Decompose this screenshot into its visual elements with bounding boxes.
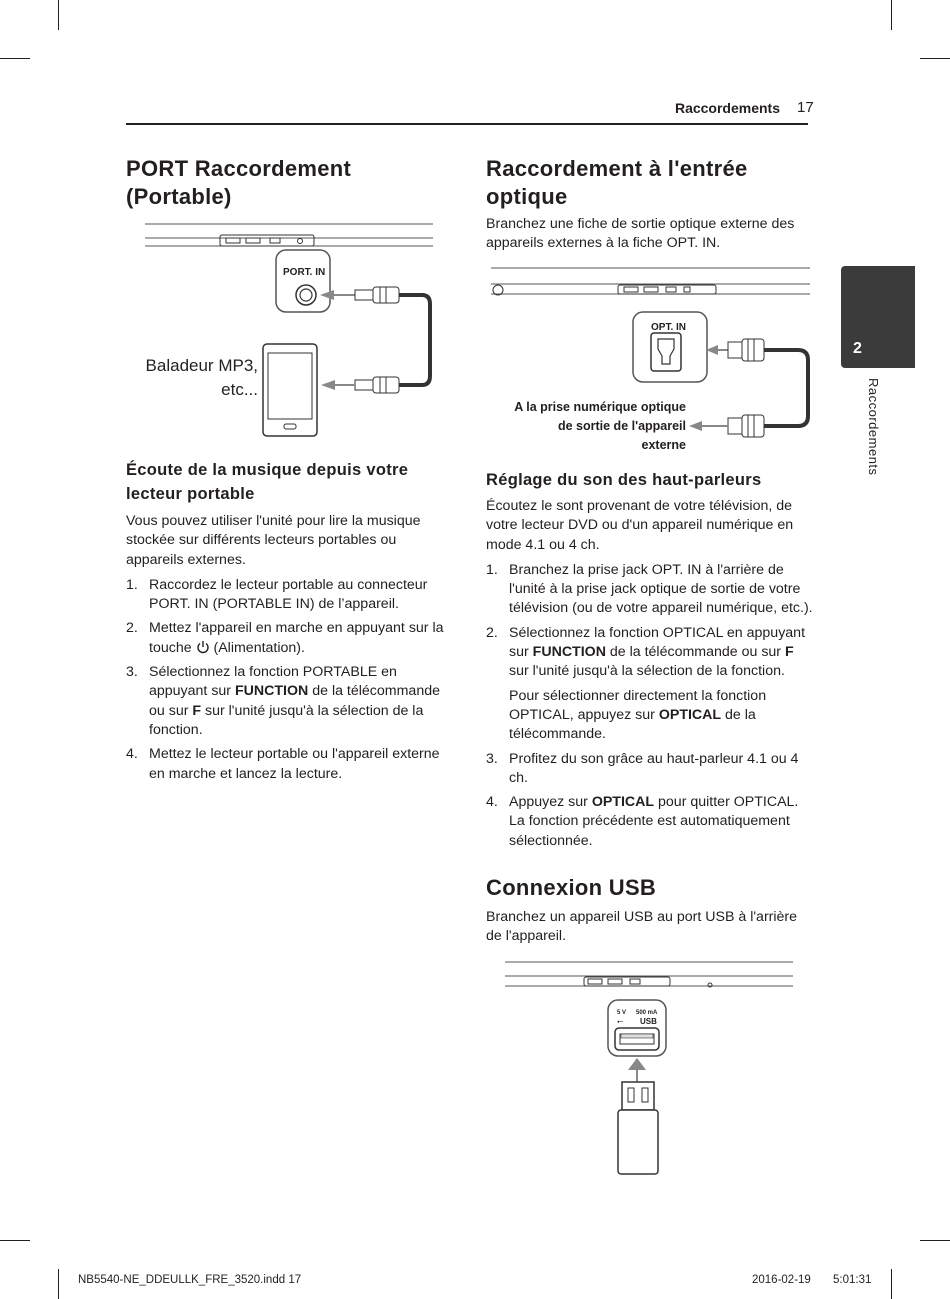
usb-diagram bbox=[500, 958, 800, 1178]
subsection-title: Écoute de la musique depuis votre lecteur portable bbox=[126, 461, 409, 503]
list-item: 1. Branchez la prise jack OPT. IN à l'arrière de l'unité à la prise jack optique de sortie de votre télévision (ou de votre appareil numérique, etc.). bbox=[486, 561, 813, 617]
steps-list bbox=[486, 561, 816, 682]
section-title: Raccordement à l'entrée optique bbox=[486, 156, 748, 209]
optical-source-label: A la prise numérique optique de sortie de l'appareil externe bbox=[514, 400, 686, 452]
page-number: 17 bbox=[797, 99, 814, 116]
crop-mark bbox=[0, 58, 30, 59]
header-section: Raccordements bbox=[674, 100, 780, 116]
steps-list bbox=[126, 576, 456, 784]
footer-date: 2016-02-19 bbox=[752, 1274, 811, 1286]
list-item: 2. Mettez l'appareil en marche en appuyant sur la touche (Alimentation). bbox=[126, 620, 444, 656]
intro-paragraph: Vous pouvez utiliser l'unité pour lire la musique stockée sur différents lecteurs portables ou appareils externes. bbox=[126, 513, 421, 568]
section-title: PORT Raccordement (Portable) bbox=[126, 156, 352, 209]
header-rule bbox=[126, 123, 808, 125]
crop-mark bbox=[891, 1269, 892, 1299]
list-item: 3. Sélectionnez la fonction PORTABLE en appuyant sur FUNCTION de la télécommande ou sur F sur l'unité jusqu'à la sélection de la fonction. bbox=[126, 664, 440, 738]
intro-paragraph: Branchez une fiche de sortie optique externe des appareils externes à la fiche OPT. IN. bbox=[486, 216, 795, 252]
usb-voltage: 5 V bbox=[617, 1010, 627, 1016]
list-item: 4. Appuyez sur OPTICAL pour quitter OPTICAL. La fonction précédente est automatiquement sélectionnée. bbox=[486, 794, 799, 849]
chapter-number: 2 bbox=[853, 340, 862, 357]
list-item: 4. Mettez le lecteur portable ou l'appareil externe en marche et lancez la lecture. bbox=[126, 746, 440, 782]
chapter-label: Raccordements bbox=[866, 378, 881, 476]
list-item: 3. Profitez du son grâce au haut-parleur 4.1 ou 4 ch. bbox=[486, 750, 799, 786]
usb-label: USB bbox=[640, 1017, 657, 1026]
port-in-diagram bbox=[140, 218, 440, 443]
device-label: Baladeur MP3, etc... bbox=[145, 356, 258, 399]
step-note: Pour sélectionner directement la fonction OPTICAL, appuyez sur OPTICAL de la télécommande. bbox=[509, 687, 767, 743]
crop-mark bbox=[891, 0, 892, 30]
footer-time: 5:01:31 bbox=[833, 1274, 872, 1286]
crop-mark bbox=[920, 1240, 950, 1241]
opt-in-label: OPT. IN bbox=[651, 322, 687, 333]
intro-paragraph: Écoutez le sont provenant de votre télévision, de votre lecteur DVD ou d'un appareil numérique en mode 4.1 ou 4 ch. bbox=[486, 498, 794, 553]
port-in-label: PORT. IN bbox=[283, 267, 326, 278]
usb-section-title: Connexion USB bbox=[486, 875, 657, 900]
list-item: 1. Raccordez le lecteur portable au connecteur PORT. IN (PORTABLE IN) de l’appareil. bbox=[126, 576, 428, 613]
crop-mark bbox=[920, 58, 950, 59]
usb-icon: ⭠ bbox=[617, 1017, 624, 1026]
subsection-title: Réglage du son des haut-parleurs bbox=[486, 471, 762, 489]
power-icon bbox=[196, 640, 210, 654]
footer-file: NB5540-NE_DDEULLK_FRE_3520.indd 17 bbox=[78, 1274, 302, 1286]
list-item: 2. Sélectionnez la fonction OPTICAL en appuyant sur FUNCTION de la télécommande ou sur F sur l'unité jusqu'à la sélection de la fonction. bbox=[486, 624, 806, 680]
crop-mark bbox=[0, 1240, 30, 1241]
crop-mark bbox=[58, 0, 59, 30]
usb-current: 500 mA bbox=[636, 1010, 658, 1016]
steps-list-continued bbox=[486, 750, 816, 851]
usb-intro: Branchez un appareil USB au port USB à l'arrière de l'appareil. bbox=[486, 909, 798, 945]
crop-mark bbox=[58, 1269, 59, 1299]
